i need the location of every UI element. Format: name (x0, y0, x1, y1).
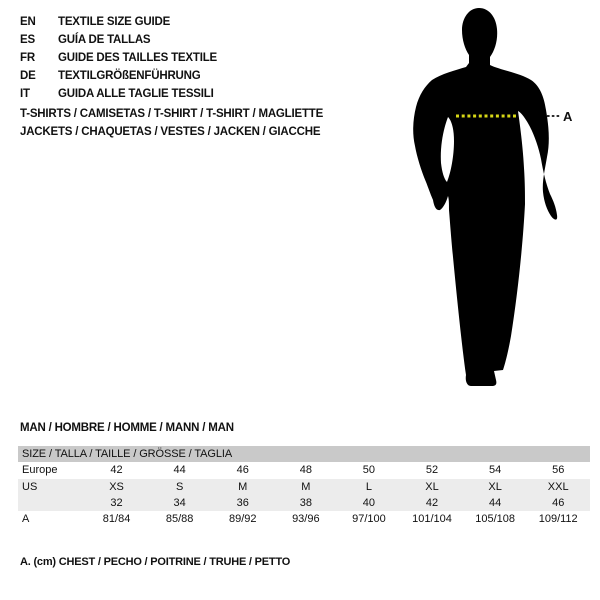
language-label: GUÍA DE TALLAS (58, 34, 151, 46)
language-label: TEXTILGRÖßENFÜHRUNG (58, 70, 201, 82)
size-table-cell: 109/112 (538, 513, 578, 525)
language-code: DE (20, 70, 36, 82)
language-label: TEXTILE SIZE GUIDE (58, 16, 171, 28)
size-table-row (18, 511, 590, 528)
language-label: GUIDA ALLE TAGLIE TESSILI (58, 88, 214, 100)
section-title-man: MAN / HOMBRE / HOMME / MANN / MAN (20, 422, 234, 434)
category-line-jackets: JACKETS / CHAQUETAS / VESTES / JACKEN / GIACCHE (20, 126, 321, 138)
size-table-row-label: US (22, 481, 38, 493)
size-table-cell: 42 (110, 464, 123, 476)
size-table-cell: 44 (173, 464, 186, 476)
size-table-cell: L (365, 481, 372, 493)
size-table-row (18, 462, 590, 479)
size-table-cell: XS (109, 481, 124, 493)
language-code: EN (20, 16, 36, 28)
size-table (18, 446, 590, 528)
size-table-cell: M (238, 481, 248, 493)
language-code: IT (20, 88, 30, 100)
size-table-cell: 42 (425, 497, 439, 509)
size-table-cell: 54 (488, 464, 502, 476)
size-table-cell: 36 (236, 497, 249, 509)
language-code: FR (20, 52, 35, 64)
size-table-cell: XL (425, 481, 439, 493)
size-table-row-label: A (22, 513, 30, 525)
size-table-cell: 46 (236, 464, 249, 476)
size-table-row (18, 479, 590, 495)
size-table-cell: S (175, 481, 184, 493)
size-table-cell: 34 (173, 497, 186, 509)
size-table-header: SIZE / TALLA / TAILLE / GRÖSSE / TAGLIA (18, 446, 590, 462)
category-line-tshirts: T-SHIRTS / CAMISETAS / T-SHIRT / T-SHIRT / MAGLIETTE (20, 108, 324, 120)
size-table-cell: 32 (110, 497, 123, 509)
size-table-cell: 44 (488, 497, 502, 509)
size-table-cell: 97/100 (352, 513, 386, 525)
man-silhouette (413, 8, 557, 386)
size-table-cell: 38 (299, 497, 312, 509)
size-table-row (18, 495, 590, 511)
footnote-chest: A. (cm) CHEST / PECHO / POITRINE / TRUHE / PETTO (20, 556, 291, 568)
language-label: GUIDE DES TAILLES TEXTILE (58, 52, 217, 64)
measure-label-a: A (563, 109, 573, 124)
size-table-cell: 40 (362, 497, 376, 509)
size-table-cell: 85/88 (165, 513, 194, 525)
size-table-row-label: Europe (22, 464, 58, 476)
size-table-cell: XXL (547, 481, 569, 493)
size-table-cell: 89/92 (228, 513, 257, 525)
size-table-row-label (18, 495, 85, 511)
size-table-cell: 101/104 (412, 513, 452, 525)
size-table-cell: 56 (552, 464, 565, 476)
size-table-cell: XL (488, 481, 502, 493)
size-table-cell: 81/84 (102, 513, 131, 525)
size-table-cell: 105/108 (475, 513, 515, 525)
size-table-cell: 93/96 (292, 513, 320, 525)
size-table-cell: 46 (552, 497, 565, 509)
language-code: ES (20, 34, 35, 46)
size-table-cell: 52 (425, 464, 439, 476)
size-table-cell: M (301, 481, 311, 493)
size-table-cell: 48 (299, 464, 312, 476)
size-table-cell: 50 (362, 464, 376, 476)
